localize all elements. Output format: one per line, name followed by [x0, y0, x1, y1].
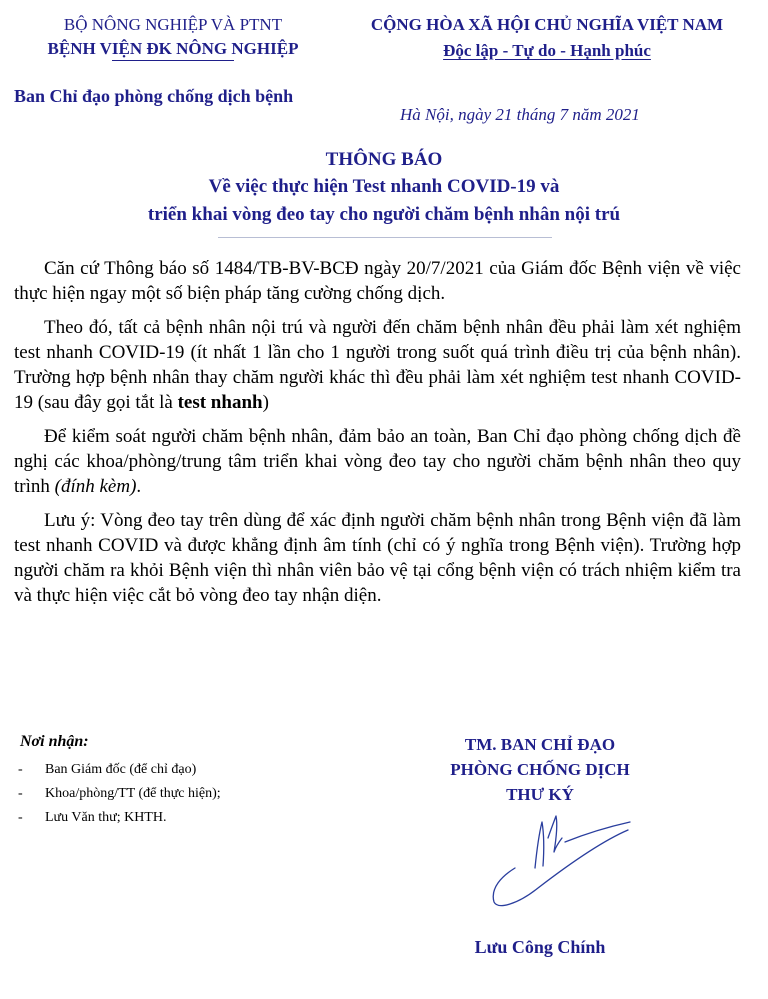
- issuing-department: Ban Chỉ đạo phòng chống dịch bệnh: [14, 86, 294, 106]
- signature-block-line2: PHÒNG CHỐNG DỊCH: [450, 760, 630, 779]
- paragraph-wristband-text: Để kiểm soát người chăm bệnh nhân, đảm bảo an toàn, Ban Chỉ đạo phòng chống dịch đề nghị các khoa/phòng/trung tâm triển khai vòng đeo tay cho người chăm bệnh nhân theo quy trình: [14, 426, 741, 497]
- recipient-item: [18, 758, 221, 782]
- signer-name: Lưu Công Chính: [474, 937, 606, 957]
- title-divider: [218, 237, 552, 238]
- paragraph-wristband: [14, 424, 741, 499]
- paragraph-requirement-end: ): [262, 392, 269, 413]
- hospital-name: BỆNH VIỆN ĐK NÔNG NGHIỆP: [47, 39, 299, 58]
- place-date: Hà Nội, ngày 21 tháng 7 năm 2021: [400, 105, 640, 124]
- recipient-dash: -: [18, 762, 23, 777]
- document-subject-line2: triển khai vòng đeo tay cho người chăm bệnh nhân nội trú: [147, 204, 621, 225]
- paragraph-requirement-text: Theo đó, tất cả bệnh nhân nội trú và người đến chăm bệnh nhân đều phải làm xét nghiệm test nhanh COVID-19 (ít nhất 1 lần cho 1 người trong suốt quá trình điều trị của bệnh nhân). Trường hợp bệnh nhân thay chăm người khác thì đều phải làm xét nghiệm test nhanh COVID-19 (sau đây gọi tắt là: [14, 317, 741, 413]
- paragraph-wristband-italic: (đính kèm): [54, 476, 137, 497]
- document-body: [14, 256, 741, 617]
- recipient-text: Lưu Văn thư; KHTH.: [45, 810, 167, 825]
- paragraph-requirement: [14, 315, 741, 415]
- document-subject-line1: Về việc thực hiện Test nhanh COVID-19 và: [208, 176, 560, 197]
- handwritten-signature: [440, 808, 670, 918]
- motto-text: Độc lập - Tự do - Hạnh phúc: [443, 41, 651, 60]
- recipient-text: Ban Giám đốc (để chỉ đạo): [45, 762, 197, 777]
- recipient-item: [18, 806, 221, 830]
- recipient-dash: -: [18, 810, 23, 825]
- paragraph-wristband-end: .: [136, 476, 142, 497]
- recipient-item: [18, 782, 221, 806]
- recipient-dash: -: [18, 786, 23, 801]
- paragraph-requirement-bold: test nhanh: [177, 392, 263, 413]
- paragraph-note: Lưu ý: Vòng đeo tay trên dùng để xác định người chăm bệnh nhân trong Bệnh viện đã làm test nhanh COVID và được khẳng định âm tính (chỉ có ý nghĩa trong Bệnh viện). Trường hợp người chăm ra khỏi Bệnh viện thì nhân viên bảo vệ tại cổng bệnh viện có trách nhiệm kiểm tra và thực hiện việc cắt bỏ vòng đeo tay nhận diện.: [14, 510, 741, 606]
- document-title: THÔNG BÁO: [325, 149, 443, 170]
- signature-block-line1: TM. BAN CHỈ ĐẠO: [464, 735, 616, 754]
- header-divider-left: [112, 60, 234, 61]
- country-name: CỘNG HÒA XÃ HỘI CHỦ NGHĨA VIỆT NAM: [370, 15, 724, 34]
- ministry-name: BỘ NÔNG NGHIỆP VÀ PTNT: [63, 15, 283, 34]
- recipients-list: [18, 758, 221, 830]
- national-motto: [338, 40, 756, 62]
- recipients-title: Nơi nhận:: [20, 733, 89, 750]
- signature-block-line3: THƯ KÝ: [506, 785, 574, 804]
- paragraph-basis: Căn cứ Thông báo số 1484/TB-BV-BCĐ ngày 20/7/2021 của Giám đốc Bệnh viện về việc thực hiện ngay một số biện pháp tăng cường chống dịch.: [14, 258, 741, 304]
- recipient-text: Khoa/phòng/TT (để thực hiện);: [45, 786, 221, 801]
